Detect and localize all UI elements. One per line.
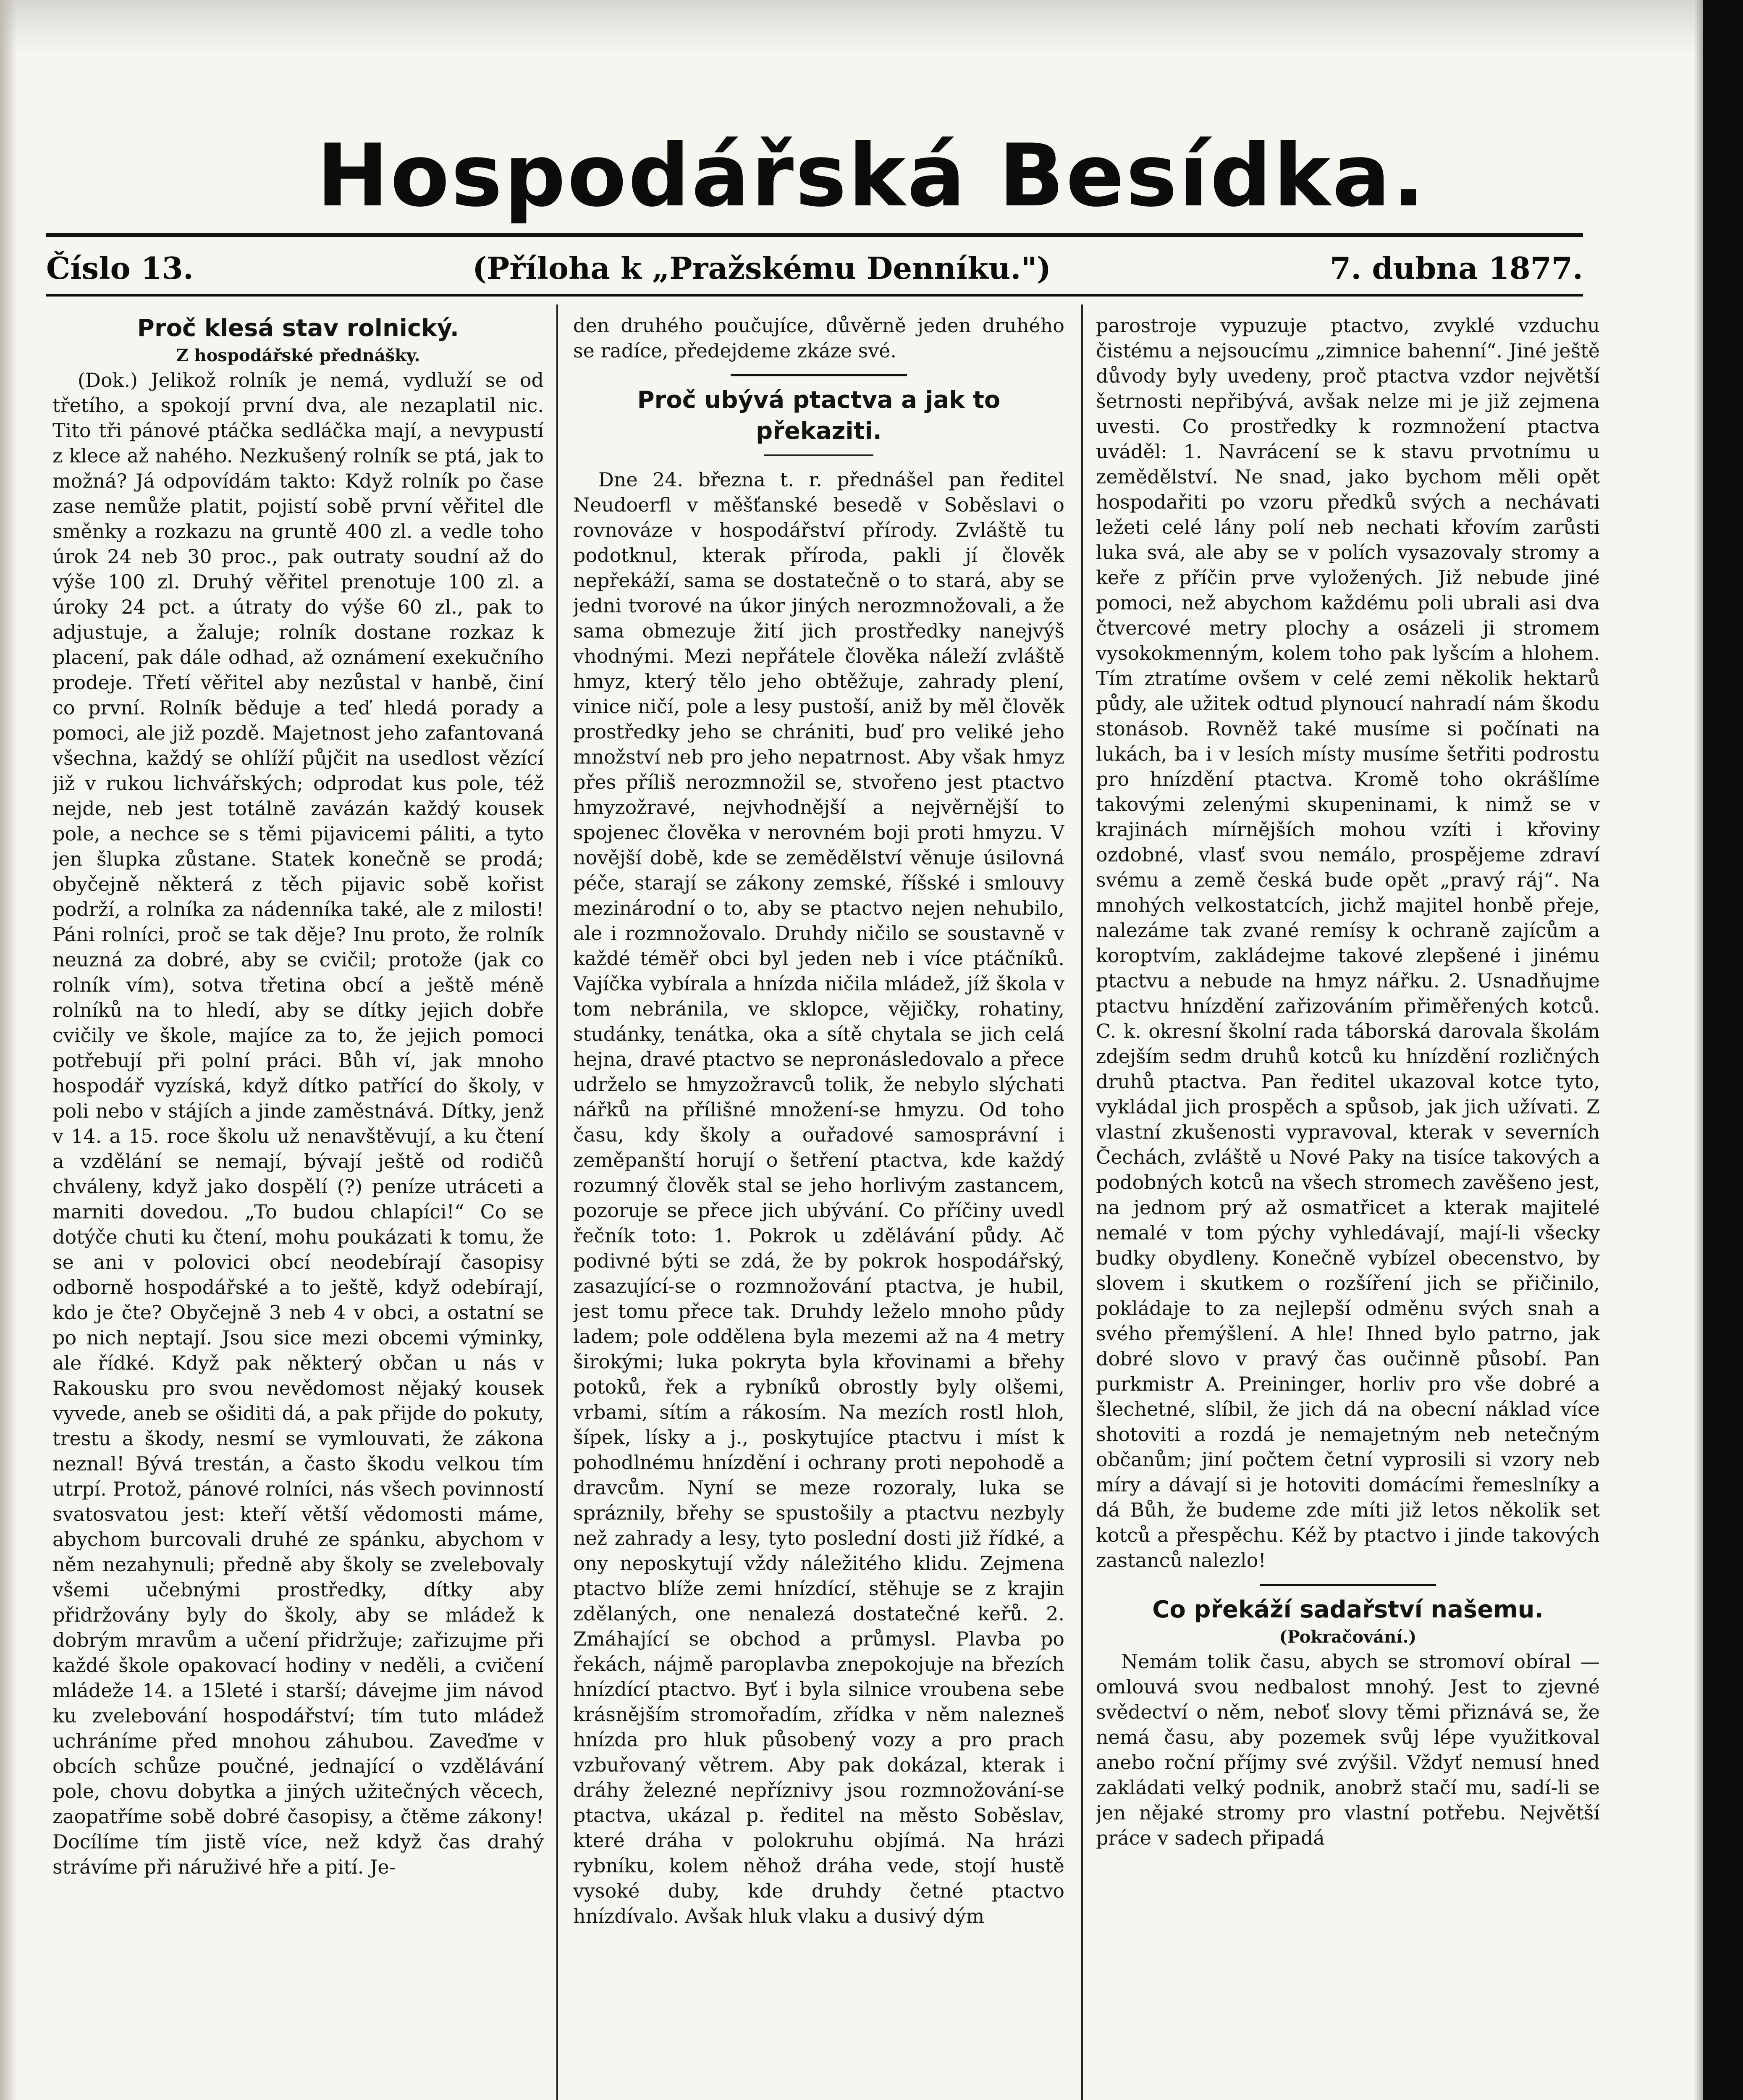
article-subheading-sadarstvi: (Pokračování.) — [1279, 1627, 1417, 1647]
article-subheading-rolnicky: Z hospodářské přednášky. — [176, 346, 420, 365]
issue-date: 7. dubna 1877. — [1330, 250, 1583, 286]
masthead-title: Hospodářská Besídka. — [316, 126, 1427, 226]
article-heading-ptactvo: Proč ubývá ptactva a jak to překaziti. — [637, 386, 1001, 445]
issue-number: Číslo 13. — [46, 250, 194, 286]
article-body-sadarstvi: Nemám tolik času, abych se stromoví obíral — omlouvá svou nedbalost mnohý. Jest to zjevné svědectví o něm, neboť slovy těmi přiznává se, že nemá času, aby pozemek svůj lépe využitkoval anebo roční příjmy své zvýšil. Vždyť nemusí hned zakládati velký podnik, anobrž stačí mu, sadí-li se jen nějaké stromy pro vlastní potřebu. Největší práce v sadech připadá — [1096, 1650, 1600, 1849]
article-heading-sadarstvi: Co překáží sadařství našemu. — [1152, 1596, 1544, 1623]
heading-rule — [764, 454, 873, 456]
supplement-note: (Příloha k „Pražskému Denníku.") — [472, 250, 1051, 286]
right-scan-border — [1703, 0, 1743, 2100]
article-column-1 — [52, 313, 544, 2100]
article-body-rolnicky: (Dok.) Jelikož rolník je nemá, vydluží se od třetího, a spokojí první dva, ale nezaplatil nic. Tito tři pánové ptáčka sedláčka mají, a nevypustí z klece až nahého. Nezkušený rolník se ptá, jak to možná? Já odpovídám takto: Když rolník po čase zase nemůže platit, pojistí sobě první věřitel dle směnky a rozkazu na gruntě 400 zl. a vedle toho úrok 24 neb 30 proc., pak outraty soudní až do výše 100 zl. Druhý věřitel prenotuje 100 zl. a úroky 24 pct. a útraty do výše 60 zl., pak to adjustuje, a žaluje; rolník dostane rozkaz k placení, pak dále odhad, až oznámení exekučního prodeje. Třetí věřitel aby nezůstal v hanbě, činí co první. Rolník běduje a teď hledá porady a pomoci, ale již pozdě. Majetnost jeho zafantovaná všechna, každý se ohlíží půjčit na usedlost vězící již v rukou lichvářských; odprodat kus pole, též nejde, neb jest totálně zavázán každý kousek pole, a nechce se s těmi pijavicemi páliti, a tyto jen šlupka zůstane. Statek konečně se prodá; obyčejně některá z těch pijavic sobě kořist podrží, a rolníka za nádenníka také, ale z milosti! Páni rolníci, proč se tak děje? Inu proto, že rolník neuzná za dobré, aby se cvičil; protože (jak co rolník vím), sotva třetina obcí a ještě méně rolníků na to hledí, aby se dítky jejich dobře cvičily ve škole, majíce za to, že jejich pomoci potřebují při polní práci. Bůh ví, jak mnoho hospodář vyzíská, když dítko patřící do školy, v poli nebo v stájích a jinde zaměstnává. Dítky, jenž v 14. a 15. roce školu už nenavštěvují, a ku čtení a vzdělání se nemají, bývají ještě od rodičů chváleny, když jako dospělí (?) peníze utráceti a marniti dovedou. „To budou chlapíci!“ Co se dotýče chuti ku čtení, mohu poukázati k tomu, že se ani v polovici obcí neodebírají časopisy odborně hospodářské a to ještě, když odebírají, kdo je čte? Obyčejně 3 neb 4 v obci, a ostatní se po nich neptají. Jsou sice mezi obcemi výminky, ale řídké. Když pak některý občan u nás v Rakousku pro svou nevědomost nějaký kousek vyvede, aneb se ošiditi dá, a pak přijde do pokuty, trestu a škody, nesmí se vymlouvati, že zákona neznal! Bývá trestán, a často škodu velkou tím utrpí. Protož, pánové rolníci, nás všech povinností svatosvatou jest: kteří větší vědomosti máme, abychom burcovali druhé ze spánku, abychom v něm nezahynuli; předně aby školy se zvelebovaly všemi učebnými prostředky, dítky aby přidržovány byly do školy, aby se mládež k dobrým mravům a učení přidržuje; zařizujme při každé škole opakovací hodiny v neděli, a cvičení mládeže 14. a 15leté i starší; dávejme jim návod ku zvelebování hospodářství; tím tuto mládež uchráníme před mnohou záhubou. Zaveďme v obcích schůze poučné, jednající o vzdělávání pole, chovu dobytka a jiných užitečných věcech, zaopatříme sobě dobré časopisy, a čtěme zákony! Docílíme tím jistě více, než když čas drahý strávíme při náruživé hře a pití. Je- — [52, 369, 544, 1878]
column-divider-2 — [1081, 304, 1083, 2100]
left-binding-shadow — [0, 0, 17, 2100]
article-separator — [731, 374, 907, 376]
article-separator-2 — [1260, 1584, 1436, 1586]
masthead-rule — [46, 233, 1583, 237]
article-body-ptactvo: Dne 24. března t. r. přednášel pan ředitel Neudoerfl v měšťanské besedě v Soběslavi o rovnováze v hospodářství přírody. Zvláště tu podotknul, kterak příroda, pakli jí člověk nepřekáží, sama se dostatečně o to stará, aby se jedni tvorové na úkor jiných nerozmnožovali, a že sama obmezuje žití jich prostředky nanejvýš vhodnými. Mezi nepřátele člověka náleží zvláště hmyz, který tělo jeho obtěžuje, zahrady plení, vinice ničí, pole a lesy pustoší, aniž by měl člověk prostředky jeho se chrániti, buď pro veliké jeho množství neb pro jeho nepatrnost. Aby však hmyz přes příliš nerozmnožil se, stvořeno jest ptactvo hmyzožravé, nejvhodnější a nejvěrnější to spojenec člověka v nerovném boji proti hmyzu. V novější době, kde se zemědělství věnuje úsilovná péče, starají se zákony zemské, říšské i smlouvy mezinárodní o to, aby se ptactvo nejen nehubilo, ale i rozmnožovalo. Druhdy ničilo se soustavně v každé téměř obci byl jeden neb i více ptáčníků. Vajíčka vybírala a hnízda ničila mládež, jíž škola v tom nebránila, ve sklopce, vějičky, rohatiny, studánky, tenátka, oka a sítě chytala se jich celá hejna, dravé ptactvo se nepronásledovalo a přece udrželo se hmyzožravců tolik, že nebylo slýchati nářků na přílišné množení-se hmyzu. Od toho času, kdy školy a ouřadové samosprávní i zeměpanští horují o šetření ptactva, kde každý rozumný člověk stal se jeho horlivým zastancem, pozoruje se přece jich ubývání. Co příčiny uvedl řečník toto: 1. Pokrok u zdělávání půdy. Ač podivné býti se zdá, že by pokrok hospodářský, zasazující-se o rozmnožování ptactva, je hubil, jest tomu přece tak. Druhdy leželo mnoho půdy ladem; pole oddělena byla mezemi až na 4 metry širokými; luka pokryta byla křovinami a břehy potoků, řek a rybníků obrostly byly olšemi, vrbami, sítím a rákosím. Na mezích rostl hloh, šípek, lísky a j., poskytujíce ptactvu i míst k pohodlnému hnízdění i ochrany proti nepohodě a dravcům. Nyní se meze rozoraly, luka se spráznily, břehy se spustošily a ptactvu nezbyly než zahrady a lesy, tyto poslední dosti již řídké, a ony neposkytují vždy náležitého klidu. Zejmena ptactvo blíže zemi hnízdící, stěhuje se z krajin zdělaných, one nenalezá dostatečné keřů. 2. Zmáhající se obchod a průmysl. Plavba po řekách, nájmě paroplavba znepokojuje na březích hnízdící ptactvo. Byť i byla silnice vroubena sebe krásnějším stromořadím, zřídka v něm nalezneš hnízda pro hluk působený vozy a pro prach vzbuřovaný větrem. Aby pak dokázal, kterak i dráhy železné nepříznivy jsou rozmnožování-se ptactva, ukázal p. ředitel na město Soběslav, které dráha v polokruhu objímá. Na hrázi rybníku, kolem něhož dráha vede, stojí hustě vysoké duby, kde druhdy četné ptactvo hnízdívalo. Avšak hluk vlaku a dusivý dým — [573, 468, 1064, 1927]
page-top-edge — [0, 0, 1743, 55]
issue-rule — [46, 294, 1583, 297]
issue-line — [46, 251, 1583, 285]
column-divider-1 — [556, 304, 558, 2100]
article-heading-rolnicky: Proč klesá stav rolnický. — [137, 315, 459, 342]
article-column-2 — [573, 313, 1064, 2100]
article-body-ptactvo-cont: parostroje vypuzuje ptactvo, zvyklé vzduchu čistému a nejsoucímu „zimnice bahenní“. Jiné ještě důvody byly uvedeny, proč ptactva vzdor největší šetrnosti nepřibývá, avšak nelze mi je již zejmena uvesti. Co prostředky k rozmnožení ptactva uváděl: 1. Navrácení se k stavu prvotnímu u zemědělství. Ne snad, jako bychom měli opět hospodařiti po vzoru předků svých a nechávati ležeti celé lány polí neb nechati křovím zarůsti luka svá, ale aby se v polích vysazovaly stromy a keře z příčin prve vyložených. Již nebude jiné pomoci, než abychom každému poli ubrali asi dva čtvercové metry plochy a osázeli ji stromem vysokokmenným, kolem toho pak lyšcím a hlohem. Tím ztratíme ovšem v celé zemi několik hektarů půdy, ale užitek odtud plynoucí nahradí nám škodu stonásob. Rovněž také musíme si počínati na lukách, ba i v lesích místy musíme šetřiti podrostu pro hnízdění ptactva. Kromě toho okrášlíme takovými zelenými skupeninami, k nimž se v krajinách mírnějších mohou vzíti i křoviny ozdobné, vlasť svou nemálo, prospějeme zdraví svému a země česká bude opět „pravý ráj“. Na mnohých velkostatcích, jichž majitel honbě přeje, nalezáme tak zvané remísy k ochraně zajícům a koroptvím, zakládejme takové zlepšené i jinému ptactvu a nebude na hmyz nářku. 2. Usnadňujme ptactvu hnízdění zařizováním přiměřených kotců. C. k. okresní školní rada táborská darovala školám zdejším sedm druhů kotců ku hnízdění rozličných druhů ptactva. Pan ředitel ukazoval kotce tyto, vykládal jich prospěch a spůsob, jak jich užívati. Z vlastní zkušenosti vypravoval, kterak v severních Čechách, zvláště u Nové Paky na tisíce takových a podobných kotců na všech stromech zavěšeno jest, na jednom prý až osmatřicet a kterak majitelé nemalé v tom pýchy vyhledávají, mají-li všecky budky obydleny. Konečně vybízel obecenstvo, by slovem i skutkem o rozšíření jich se přičinilo, pokládaje to za nejlepší odměnu svých snah a svého přemýšlení. A hle! Ihned bylo patrno, jak dobré slovo v pravý čas oučinně působí. Pan purkmistr A. Preininger, horliv pro vše dobré a šlechetné, slíbil, že jich dá na obecní náklad více shotoviti a rozdá je nemajetným neb netečným občanům; jiní počtem četní vyprosili si vzory neb míry a dávají si je hotoviti domácími řemeslníky a dá Bůh, že budeme zde míti již letos několik set kotců a přespěchu. Kéž by ptactvo i jinde takových zastanců nalezlo! — [1096, 314, 1600, 1572]
article-column-3 — [1096, 313, 1600, 2100]
article-body-continuation: den druhého poučujíce, důvěrně jeden druhého se radíce, předejdeme zkáze své. — [573, 314, 1064, 362]
